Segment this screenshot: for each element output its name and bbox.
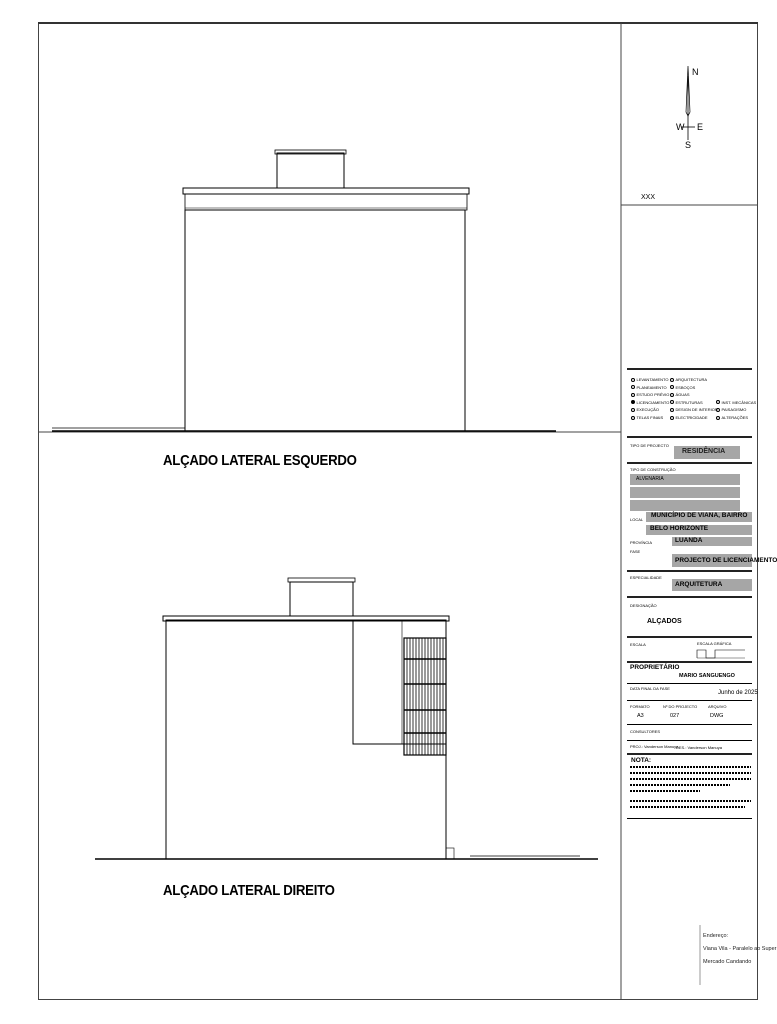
status-option[interactable]: [670, 400, 703, 405]
status-option-label: ESTRUTURAS: [675, 399, 703, 405]
status-option-radio[interactable]: [631, 408, 635, 412]
designacao-value: ALÇADOS: [647, 618, 682, 625]
arquivo-value: DWG: [710, 713, 724, 719]
status-option[interactable]: [631, 400, 669, 405]
address-line2: Mercado Candando: [703, 959, 752, 965]
status-option-radio[interactable]: [631, 385, 635, 389]
status-option-radio[interactable]: [716, 400, 720, 404]
status-option-label: TELAS FINAIS: [636, 415, 664, 420]
note-text-line: [630, 766, 751, 768]
address-line1: Viana Vila - Paralelo ao Super: [703, 946, 777, 952]
parapet-left: [185, 194, 467, 210]
status-option-label: LICENCIAMENTO: [636, 399, 670, 405]
title-block-header: XXX: [641, 194, 656, 201]
status-option-label: PAISAGISMO: [721, 407, 747, 413]
wall-left-elevation: [185, 210, 465, 431]
right-elevation-drawing: [95, 578, 598, 859]
provincia-value: LUANDA: [675, 537, 703, 544]
status-option[interactable]: [631, 415, 663, 420]
status-option-radio[interactable]: [670, 400, 674, 404]
especialidade-value: ARQUITETURA: [675, 581, 723, 588]
status-option[interactable]: [670, 415, 708, 420]
formato-label: FORMATO: [630, 704, 650, 709]
status-option[interactable]: [716, 400, 756, 405]
data-value: Junho de 2025: [718, 690, 758, 696]
status-option-radio[interactable]: [670, 408, 674, 412]
status-option-radio[interactable]: [631, 393, 635, 397]
local-line2: BELO HORIZONTE: [650, 525, 709, 532]
status-option[interactable]: [631, 385, 667, 390]
nprojecto-label: Nº DO PROJECTO: [663, 704, 698, 709]
status-option[interactable]: [670, 407, 718, 412]
compass-north-label: N: [692, 67, 699, 77]
provincia-label: PROVÍNCIA: [630, 540, 653, 545]
status-option[interactable]: [670, 377, 707, 382]
arquivo-label: ARQUIVO: [708, 704, 727, 709]
graphic-scale-bar: [697, 650, 745, 658]
status-option-radio[interactable]: [631, 416, 635, 420]
address-label: Endereço:: [703, 933, 729, 939]
status-option-label: LEVANTAMENTO: [636, 377, 669, 382]
fase-label: FASE: [630, 549, 641, 554]
roof-slab-left: [183, 188, 469, 194]
tipo-projecto-value: RESIDÊNCIA: [682, 448, 726, 455]
status-option-radio[interactable]: [716, 408, 720, 412]
tipo-construcao-value: ALVENARIA: [636, 476, 664, 482]
compass-east-label: E: [697, 122, 704, 132]
status-option-label: ELECTRICIDADE: [675, 415, 708, 420]
consultores-label: CONSULTORES: [630, 729, 661, 734]
status-option-label: DESIGN DE INTERIOR: [675, 407, 718, 413]
status-option-radio[interactable]: [670, 416, 674, 420]
proj-label: PROJ.: Vanderson Manuya: [630, 744, 679, 749]
status-option-label: ESTUDO PRÉVIO: [636, 392, 670, 398]
status-option-label: INST. MECÂNICAS: [721, 399, 757, 405]
compass-south-label: S: [685, 140, 692, 150]
window-grille: [404, 638, 446, 755]
des-label: DES.: Vanderson Manuya: [676, 745, 722, 750]
status-option-radio[interactable]: [631, 400, 635, 404]
status-option-radio[interactable]: [670, 378, 674, 382]
status-option[interactable]: [670, 385, 695, 390]
right-elevation-title: ALÇADO LATERAL DIREITO: [163, 882, 335, 899]
status-option-label: EXECUÇÃO: [636, 407, 659, 413]
nprojecto-value: 027: [670, 713, 680, 719]
status-option[interactable]: [631, 392, 669, 397]
formato-value: A3: [637, 713, 644, 719]
especialidade-label: ESPECIALIDADE: [630, 575, 662, 580]
status-option-label: ÁGUAS: [675, 392, 690, 398]
tipo-construcao-label: TIPO DE CONSTRUÇÃO: [630, 467, 676, 472]
status-option-label: ESBOÇOS: [675, 384, 696, 390]
tipo-projecto-label: TIPO DE PROJECTO: [630, 443, 669, 448]
proprietario-label: PROPRIETÁRIO: [630, 664, 680, 671]
fase-value: PROJECTO DE LICENCIAMENTO: [675, 557, 777, 564]
roof-box-left: [277, 153, 344, 188]
escala-label: ESCALA: [630, 642, 646, 647]
local-line1: MUNICÍPIO DE VIANA, BAIRRO: [651, 512, 748, 519]
status-option-radio[interactable]: [631, 378, 635, 382]
roof-box-right: [290, 582, 353, 616]
status-option-radio[interactable]: [670, 393, 674, 397]
escala-grafica-label: ESCALA GRÁFICA: [697, 641, 732, 646]
data-label: DATA FINAL DA FASE: [630, 686, 670, 691]
compass-west-label: W: [676, 122, 685, 132]
status-option-label: PLANEAMENTO: [636, 384, 667, 390]
status-option-radio[interactable]: [670, 385, 674, 389]
status-option[interactable]: [631, 407, 659, 412]
status-option[interactable]: [716, 415, 748, 420]
left-elevation-title: ALÇADO LATERAL ESQUERDO: [163, 452, 357, 469]
status-option[interactable]: [716, 407, 746, 412]
title-block-rule: [627, 368, 752, 370]
status-option[interactable]: [631, 377, 669, 382]
local-label: LOCAL: [630, 517, 644, 522]
designacao-label: DESIGNAÇÃO: [630, 603, 657, 608]
status-option-radio[interactable]: [716, 416, 720, 420]
status-option-label: ARQUITECTURA: [675, 377, 708, 382]
proprietario-value: MARIO SANGUENGO: [679, 673, 735, 679]
left-elevation-drawing: [52, 150, 556, 431]
nota-label: NOTA:: [631, 757, 652, 764]
status-option[interactable]: [670, 392, 690, 397]
status-option-label: ALTERAÇÕES: [721, 415, 749, 420]
